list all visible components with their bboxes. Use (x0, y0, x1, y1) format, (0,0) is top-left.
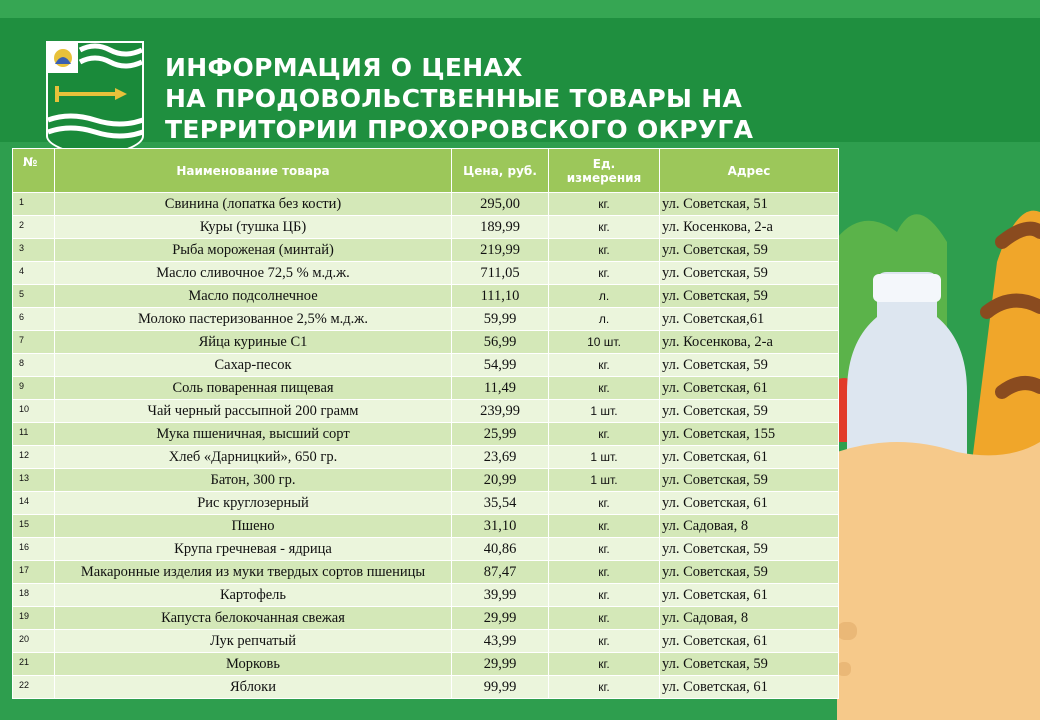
row-num: 12 (13, 446, 55, 469)
product-price: 219,99 (452, 239, 549, 262)
product-name: Пшено (55, 515, 452, 538)
store-address: ул. Советская, 51 (660, 193, 839, 216)
store-address: ул. Садовая, 8 (660, 515, 839, 538)
row-num: 15 (13, 515, 55, 538)
row-num: 2 (13, 216, 55, 239)
product-unit: л. (549, 308, 660, 331)
product-unit: кг. (549, 239, 660, 262)
product-unit: кг. (549, 377, 660, 400)
product-name: Рыба мороженая (минтай) (55, 239, 452, 262)
header-num: № (13, 149, 55, 193)
row-num: 6 (13, 308, 55, 331)
product-unit: 10 шт. (549, 331, 660, 354)
product-price: 11,49 (452, 377, 549, 400)
product-unit: 1 шт. (549, 446, 660, 469)
table-row (13, 653, 839, 676)
product-name: Яйца куриные С1 (55, 331, 452, 354)
row-num: 11 (13, 423, 55, 446)
row-num: 21 (13, 653, 55, 676)
table-row (13, 377, 839, 400)
product-unit: кг. (549, 492, 660, 515)
row-num: 9 (13, 377, 55, 400)
store-address: ул. Советская, 59 (660, 538, 839, 561)
header-address: Адрес (660, 149, 839, 193)
table-row (13, 630, 839, 653)
product-name: Свинина (лопатка без кости) (55, 193, 452, 216)
product-name: Картофель (55, 584, 452, 607)
product-price: 239,99 (452, 400, 549, 423)
product-unit: кг. (549, 216, 660, 239)
product-name: Соль поваренная пищевая (55, 377, 452, 400)
row-num: 5 (13, 285, 55, 308)
store-address: ул. Косенкова, 2-а (660, 216, 839, 239)
header-name: Наименование товара (55, 149, 452, 193)
store-address: ул. Советская, 61 (660, 492, 839, 515)
product-name: Макаронные изделия из муки твердых сортов пшеницы (55, 561, 452, 584)
product-name: Сахар-песок (55, 354, 452, 377)
product-price: 29,99 (452, 653, 549, 676)
price-table-container (12, 148, 838, 699)
table-row (13, 561, 839, 584)
table-row (13, 607, 839, 630)
store-address: ул. Советская, 59 (660, 400, 839, 423)
table-row (13, 492, 839, 515)
product-name: Морковь (55, 653, 452, 676)
product-name: Яблоки (55, 676, 452, 699)
header-unit-line-2: измерения (566, 170, 642, 185)
product-price: 40,86 (452, 538, 549, 561)
product-price: 25,99 (452, 423, 549, 446)
store-address: ул. Советская, 61 (660, 630, 839, 653)
table-row (13, 515, 839, 538)
product-unit: кг. (549, 515, 660, 538)
product-unit: кг. (549, 561, 660, 584)
product-unit: 1 шт. (549, 469, 660, 492)
store-address: ул. Советская,61 (660, 308, 839, 331)
product-price: 87,47 (452, 561, 549, 584)
product-price: 99,99 (452, 676, 549, 699)
product-unit: кг. (549, 584, 660, 607)
row-num: 3 (13, 239, 55, 262)
row-num: 7 (13, 331, 55, 354)
table-row (13, 423, 839, 446)
header-unit-line-1: Ед. (592, 156, 616, 171)
product-unit: кг. (549, 630, 660, 653)
product-price: 54,99 (452, 354, 549, 377)
price-table (12, 148, 839, 699)
table-row (13, 469, 839, 492)
row-num: 8 (13, 354, 55, 377)
header-price: Цена, руб. (452, 149, 549, 193)
product-price: 59,99 (452, 308, 549, 331)
table-header-row (13, 149, 839, 193)
product-price: 31,10 (452, 515, 549, 538)
product-name: Чай черный рассыпной 200 грамм (55, 400, 452, 423)
product-unit: 1 шт. (549, 400, 660, 423)
store-address: ул. Советская, 59 (660, 239, 839, 262)
coat-of-arms-icon (45, 40, 145, 160)
product-name: Батон, 300 гр. (55, 469, 452, 492)
table-row (13, 239, 839, 262)
table-row (13, 193, 839, 216)
product-name: Куры (тушка ЦБ) (55, 216, 452, 239)
product-name: Рис круглозерный (55, 492, 452, 515)
product-name: Лук репчатый (55, 630, 452, 653)
table-body (13, 193, 839, 699)
product-name: Хлеб «Дарницкий», 650 гр. (55, 446, 452, 469)
header-unit (549, 149, 660, 193)
row-num: 4 (13, 262, 55, 285)
row-num: 1 (13, 193, 55, 216)
row-num: 13 (13, 469, 55, 492)
table-row (13, 308, 839, 331)
product-price: 189,99 (452, 216, 549, 239)
store-address: ул. Косенкова, 2-а (660, 331, 839, 354)
row-num: 22 (13, 676, 55, 699)
row-num: 10 (13, 400, 55, 423)
product-price: 39,99 (452, 584, 549, 607)
product-unit: кг. (549, 354, 660, 377)
product-unit: кг. (549, 538, 660, 561)
product-name: Молоко пастеризованное 2,5% м.д.ж. (55, 308, 452, 331)
table-row (13, 676, 839, 699)
store-address: ул. Советская, 59 (660, 653, 839, 676)
store-address: ул. Советская, 61 (660, 446, 839, 469)
table-row (13, 285, 839, 308)
table-row (13, 538, 839, 561)
product-price: 29,99 (452, 607, 549, 630)
product-name: Крупа гречневая - ядрица (55, 538, 452, 561)
product-unit: кг. (549, 423, 660, 446)
row-num: 14 (13, 492, 55, 515)
title-line-2: НА ПРОДОВОЛЬСТВЕННЫЕ ТОВАРЫ НА (165, 84, 743, 113)
product-name: Капуста белокочанная свежая (55, 607, 452, 630)
table-row (13, 216, 839, 239)
product-unit: л. (549, 285, 660, 308)
product-name: Масло сливочное 72,5 % м.д.ж. (55, 262, 452, 285)
product-price: 295,00 (452, 193, 549, 216)
title-line-3: ТЕРРИТОРИИ ПРОХОРОВСКОГО ОКРУГА (165, 115, 754, 144)
table-row (13, 400, 839, 423)
store-address: ул. Советская, 59 (660, 285, 839, 308)
product-price: 23,69 (452, 446, 549, 469)
store-address: ул. Садовая, 8 (660, 607, 839, 630)
row-num: 20 (13, 630, 55, 653)
product-price: 111,10 (452, 285, 549, 308)
product-unit: кг. (549, 262, 660, 285)
store-address: ул. Советская, 61 (660, 377, 839, 400)
product-name: Масло подсолнечное (55, 285, 452, 308)
row-num: 17 (13, 561, 55, 584)
table-row (13, 331, 839, 354)
table-row (13, 446, 839, 469)
grocery-bag-illustration (837, 142, 1040, 720)
row-num: 16 (13, 538, 55, 561)
store-address: ул. Советская, 61 (660, 676, 839, 699)
store-address: ул. Советская, 59 (660, 262, 839, 285)
store-address: ул. Советская, 59 (660, 561, 839, 584)
product-price: 20,99 (452, 469, 549, 492)
row-num: 18 (13, 584, 55, 607)
product-price: 43,99 (452, 630, 549, 653)
table-row (13, 262, 839, 285)
product-price: 56,99 (452, 331, 549, 354)
row-num: 19 (13, 607, 55, 630)
product-price: 35,54 (452, 492, 549, 515)
title-line-1: ИНФОРМАЦИЯ О ЦЕНАХ (165, 53, 523, 82)
store-address: ул. Советская, 59 (660, 354, 839, 377)
product-price: 711,05 (452, 262, 549, 285)
product-unit: кг. (549, 193, 660, 216)
table-row (13, 354, 839, 377)
store-address: ул. Советская, 61 (660, 584, 839, 607)
table-row (13, 584, 839, 607)
product-name: Мука пшеничная, высший сорт (55, 423, 452, 446)
header-banner (0, 0, 1040, 142)
store-address: ул. Советская, 155 (660, 423, 839, 446)
product-unit: кг. (549, 607, 660, 630)
page-title (165, 52, 753, 145)
product-unit: кг. (549, 676, 660, 699)
product-unit: кг. (549, 653, 660, 676)
store-address: ул. Советская, 59 (660, 469, 839, 492)
